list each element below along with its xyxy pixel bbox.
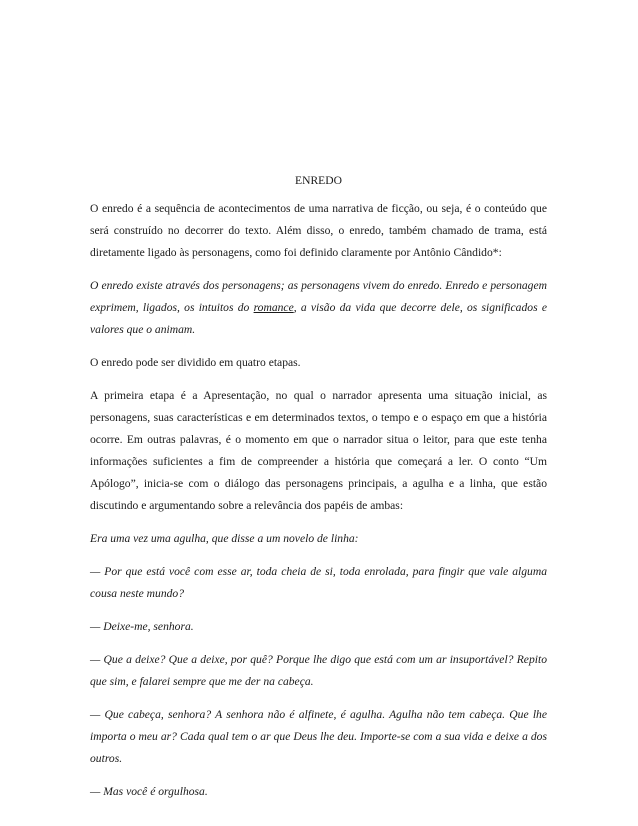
- intro-paragraph: O enredo é a sequência de acontecimentos de uma narrativa de ficção, ou seja, é o conteúdo que será construído no decorrer do texto. Além disso, o enredo, também chamado de trama, está diretamente ligado às personagens, como foi definido claramente por Antônio Cândido*:: [90, 202, 547, 259]
- presentation-paragraph: A primeira etapa é a Apresentação, no qual o narrador apresenta uma situação inicial, as personagens, suas características e em determinados textos, o tempo e o espaço em que a história ocorre. Em outras palavras, é o momento em que o narrador situa o leitor, para que este tenha informações suficientes a fim de compreender a história que começará a ler. O conto “Um Apólogo”, inicia-se com o diálogo das personagens principais, a agulha e a linha, que estão discutindo e argumentando sobre a relevância dos papéis de ambas:: [90, 389, 547, 512]
- dialogue-line: — Que cabeça, senhora? A senhora não é alfinete, é agulha. Agulha não tem cabeça. Que lhe importa o meu ar? Cada qual tem o ar que Deus lhe deu. Importe-se com a sua vida e deixe a dos outros.: [90, 708, 547, 765]
- dialogue-line: — Que a deixe? Que a deixe, por quê? Porque lhe digo que está com um ar insuportável? Repito que sim, e falarei sempre que me der na cabeça.: [90, 653, 547, 688]
- stages-paragraph: O enredo pode ser dividido em quatro etapas.: [90, 356, 301, 369]
- quote-text-after: , a visão da vida que decorre dele, os significados e valores que o animam.: [90, 301, 547, 336]
- dialogue-line: — Mas você é orgulhosa.: [90, 785, 208, 798]
- dialogue-line: — Deixe-me, senhora.: [90, 620, 194, 633]
- dialogue-line: — Por que está você com esse ar, toda cheia de si, toda enrolada, para fingir que vale alguma cousa neste mundo?: [90, 565, 547, 600]
- document-page: [90, 170, 547, 814]
- quote-text-before: O enredo existe através dos personagens; as personagens vivem do enredo. Enredo e personagem exprimem, ligados, os intuitos do: [90, 279, 547, 314]
- candido-quote: [90, 275, 547, 341]
- document-title: ENREDO: [294, 174, 342, 187]
- romance-link[interactable]: romance: [253, 301, 294, 314]
- dialogue-line: Era uma vez uma agulha, que disse a um novelo de linha:: [90, 532, 359, 545]
